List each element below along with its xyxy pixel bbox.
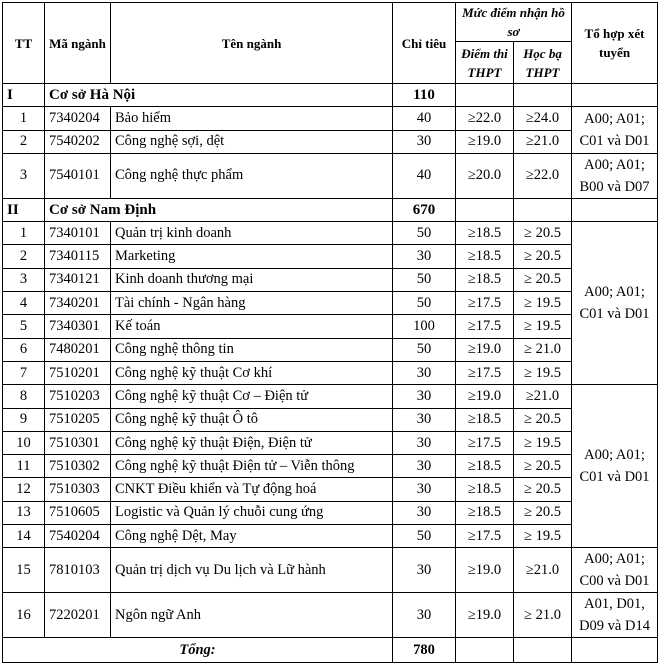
row-quota: 50 — [393, 525, 456, 548]
row-transcript: ≥ 20.5 — [514, 268, 572, 291]
row-code: 7340115 — [45, 245, 111, 268]
row-quota: 40 — [393, 153, 456, 198]
row-quota: 50 — [393, 292, 456, 315]
empty-cell — [456, 638, 514, 663]
row-name: Quản trị kinh doanh — [111, 222, 393, 245]
header-name: Tên ngành — [111, 3, 393, 84]
total-quota: 780 — [393, 638, 456, 663]
row-tt: 2 — [3, 245, 45, 268]
row-transcript: ≥ 19.5 — [514, 525, 572, 548]
row-exam: ≥19.0 — [456, 130, 514, 153]
row-transcript: ≥ 20.5 — [514, 408, 572, 431]
row-name: Ngôn ngữ Anh — [111, 593, 393, 638]
row-code: 7340101 — [45, 222, 111, 245]
combo-line: A00; A01; — [584, 551, 645, 568]
row-tt: 14 — [3, 525, 45, 548]
section-row — [3, 198, 658, 221]
total-row — [3, 638, 658, 663]
row-name: Công nghệ thực phẩm — [111, 153, 393, 198]
empty-cell — [456, 84, 514, 107]
combo-line: A00; A01; — [584, 156, 645, 173]
row-name: Tài chính - Ngân hàng — [111, 292, 393, 315]
row-code: 7340301 — [45, 315, 111, 338]
row-quota: 100 — [393, 315, 456, 338]
row-transcript: ≥ 20.5 — [514, 478, 572, 501]
row-quota: 50 — [393, 338, 456, 361]
row-tt: 4 — [3, 292, 45, 315]
row-code: 7340204 — [45, 107, 111, 130]
table-row — [3, 130, 658, 153]
row-name: Công nghệ Dệt, May — [111, 525, 393, 548]
section-title: Cơ sở Nam Định — [45, 198, 393, 221]
row-code: 7510205 — [45, 408, 111, 431]
row-quota: 30 — [393, 455, 456, 478]
table-row — [3, 501, 658, 524]
row-quota: 30 — [393, 431, 456, 454]
row-name: Công nghệ kỹ thuật Ô tô — [111, 408, 393, 431]
row-quota: 30 — [393, 548, 456, 593]
row-exam: ≥18.5 — [456, 222, 514, 245]
combo-line: B00 và D07 — [579, 178, 650, 195]
table-row — [3, 222, 658, 245]
row-code: 7510201 — [45, 361, 111, 384]
row-exam: ≥22.0 — [456, 107, 514, 130]
combo-line: A01, D01, — [584, 596, 645, 613]
row-code: 7510303 — [45, 478, 111, 501]
row-name: Công nghệ thông tin — [111, 338, 393, 361]
total-label: Tổng: — [3, 638, 393, 663]
header-quota: Chỉ tiêu — [393, 3, 456, 84]
row-transcript: ≥ 21.0 — [514, 593, 572, 638]
row-exam: ≥17.5 — [456, 315, 514, 338]
empty-cell — [514, 638, 572, 663]
row-tt: 1 — [3, 222, 45, 245]
row-tt: 5 — [3, 315, 45, 338]
combo-cell — [572, 385, 658, 548]
row-exam: ≥18.5 — [456, 455, 514, 478]
row-exam: ≥18.5 — [456, 268, 514, 291]
combo-cell — [572, 222, 658, 385]
header-combo: Tổ hợp xét tuyển — [572, 3, 658, 84]
admission-table — [2, 2, 658, 663]
section-title: Cơ sở Hà Nội — [45, 84, 393, 107]
section-row — [3, 84, 658, 107]
row-quota: 30 — [393, 361, 456, 384]
row-code: 7510302 — [45, 455, 111, 478]
row-name: Kế toán — [111, 315, 393, 338]
row-tt: 13 — [3, 501, 45, 524]
row-tt: 8 — [3, 385, 45, 408]
header-score-group: Mức điểm nhận hồ sơ — [456, 3, 572, 42]
row-exam: ≥20.0 — [456, 153, 514, 198]
header-tt: TT — [3, 3, 45, 84]
section-quota: 110 — [393, 84, 456, 107]
empty-cell — [456, 198, 514, 221]
combo-line: A00; A01; — [584, 111, 645, 128]
row-code: 7340121 — [45, 268, 111, 291]
row-quota: 30 — [393, 130, 456, 153]
combo-cell — [572, 593, 658, 638]
row-name: Công nghệ kỹ thuật Cơ khí — [111, 361, 393, 384]
row-quota: 30 — [393, 245, 456, 268]
row-code: 7220201 — [45, 593, 111, 638]
row-code: 7340201 — [45, 292, 111, 315]
row-transcript: ≥ 19.5 — [514, 431, 572, 454]
header-code: Mã ngành — [45, 3, 111, 84]
combo-line: D09 và D14 — [579, 618, 650, 635]
row-code: 7540101 — [45, 153, 111, 198]
row-code: 7480201 — [45, 338, 111, 361]
table-row — [3, 338, 658, 361]
table-row — [3, 315, 658, 338]
table-row — [3, 361, 658, 384]
row-code: 7510605 — [45, 501, 111, 524]
row-name: CNKT Điều khiển và Tự động hoá — [111, 478, 393, 501]
row-quota: 30 — [393, 593, 456, 638]
row-quota: 30 — [393, 408, 456, 431]
combo-cell — [572, 153, 658, 198]
row-exam: ≥19.0 — [456, 385, 514, 408]
table-row — [3, 245, 658, 268]
row-exam: ≥17.5 — [456, 361, 514, 384]
row-tt: 16 — [3, 593, 45, 638]
row-transcript: ≥24.0 — [514, 107, 572, 130]
row-exam: ≥19.0 — [456, 593, 514, 638]
row-name: Kinh doanh thương mại — [111, 268, 393, 291]
empty-cell — [514, 198, 572, 221]
row-exam: ≥17.5 — [456, 431, 514, 454]
row-exam: ≥18.5 — [456, 408, 514, 431]
empty-cell — [572, 198, 658, 221]
row-exam: ≥18.5 — [456, 245, 514, 268]
row-exam: ≥18.5 — [456, 501, 514, 524]
row-tt: 3 — [3, 268, 45, 291]
row-transcript: ≥21.0 — [514, 385, 572, 408]
row-exam: ≥18.5 — [456, 478, 514, 501]
section-quota: 670 — [393, 198, 456, 221]
combo-line: C01 và D01 — [579, 133, 650, 150]
row-tt: 11 — [3, 455, 45, 478]
row-tt: 9 — [3, 408, 45, 431]
combo-line: A00; A01; — [584, 447, 645, 464]
empty-cell — [572, 638, 658, 663]
combo-line: C01 và D01 — [579, 469, 650, 486]
row-quota: 40 — [393, 107, 456, 130]
row-quota: 30 — [393, 501, 456, 524]
combo-line: C00 và D01 — [579, 573, 650, 590]
row-transcript: ≥ 19.5 — [514, 315, 572, 338]
table-row — [3, 408, 658, 431]
row-transcript: ≥ 20.5 — [514, 501, 572, 524]
table-row — [3, 593, 658, 638]
empty-cell — [514, 84, 572, 107]
table-row — [3, 292, 658, 315]
row-code: 7510301 — [45, 431, 111, 454]
table-row — [3, 268, 658, 291]
row-name: Logistic và Quản lý chuỗi cung ứng — [111, 501, 393, 524]
row-quota: 30 — [393, 385, 456, 408]
row-name: Công nghệ kỹ thuật Cơ – Điện tử — [111, 385, 393, 408]
row-quota: 50 — [393, 268, 456, 291]
combo-cell — [572, 107, 658, 154]
header-transcript: Học bạ THPT — [514, 42, 572, 84]
row-transcript: ≥ 21.0 — [514, 338, 572, 361]
row-name: Bảo hiểm — [111, 107, 393, 130]
row-exam: ≥17.5 — [456, 525, 514, 548]
empty-cell — [572, 84, 658, 107]
row-code: 7510203 — [45, 385, 111, 408]
section-roman: II — [3, 198, 45, 221]
row-exam: ≥17.5 — [456, 292, 514, 315]
row-exam: ≥19.0 — [456, 338, 514, 361]
row-quota: 50 — [393, 222, 456, 245]
row-transcript: ≥21.0 — [514, 548, 572, 593]
combo-cell — [572, 548, 658, 593]
table-row — [3, 385, 658, 408]
table-row — [3, 548, 658, 593]
row-code: 7540204 — [45, 525, 111, 548]
table-row — [3, 431, 658, 454]
row-transcript: ≥ 20.5 — [514, 455, 572, 478]
combo-line: C01 và D01 — [579, 306, 650, 323]
row-tt: 10 — [3, 431, 45, 454]
row-transcript: ≥22.0 — [514, 153, 572, 198]
section-roman: I — [3, 84, 45, 107]
row-name: Công nghệ kỹ thuật Điện tử – Viễn thông — [111, 455, 393, 478]
row-transcript: ≥ 19.5 — [514, 292, 572, 315]
row-transcript: ≥ 19.5 — [514, 361, 572, 384]
row-code: 7540202 — [45, 130, 111, 153]
row-transcript: ≥ 20.5 — [514, 245, 572, 268]
row-name: Quản trị dịch vụ Du lịch và Lữ hành — [111, 548, 393, 593]
row-name: Công nghệ kỹ thuật Điện, Điện tử — [111, 431, 393, 454]
combo-line: A00; A01; — [584, 284, 645, 301]
table-row — [3, 525, 658, 548]
row-code: 7810103 — [45, 548, 111, 593]
table-row — [3, 455, 658, 478]
row-exam: ≥19.0 — [456, 548, 514, 593]
row-quota: 30 — [393, 478, 456, 501]
header-exam: Điểm thi THPT — [456, 42, 514, 84]
row-transcript: ≥21.0 — [514, 130, 572, 153]
table-row — [3, 478, 658, 501]
row-tt: 3 — [3, 153, 45, 198]
row-tt: 1 — [3, 107, 45, 130]
row-name: Marketing — [111, 245, 393, 268]
row-tt: 12 — [3, 478, 45, 501]
table-row — [3, 153, 658, 198]
row-transcript: ≥ 20.5 — [514, 222, 572, 245]
row-tt: 15 — [3, 548, 45, 593]
table-row — [3, 107, 658, 130]
row-tt: 7 — [3, 361, 45, 384]
row-tt: 2 — [3, 130, 45, 153]
row-tt: 6 — [3, 338, 45, 361]
row-name: Công nghệ sợi, dệt — [111, 130, 393, 153]
